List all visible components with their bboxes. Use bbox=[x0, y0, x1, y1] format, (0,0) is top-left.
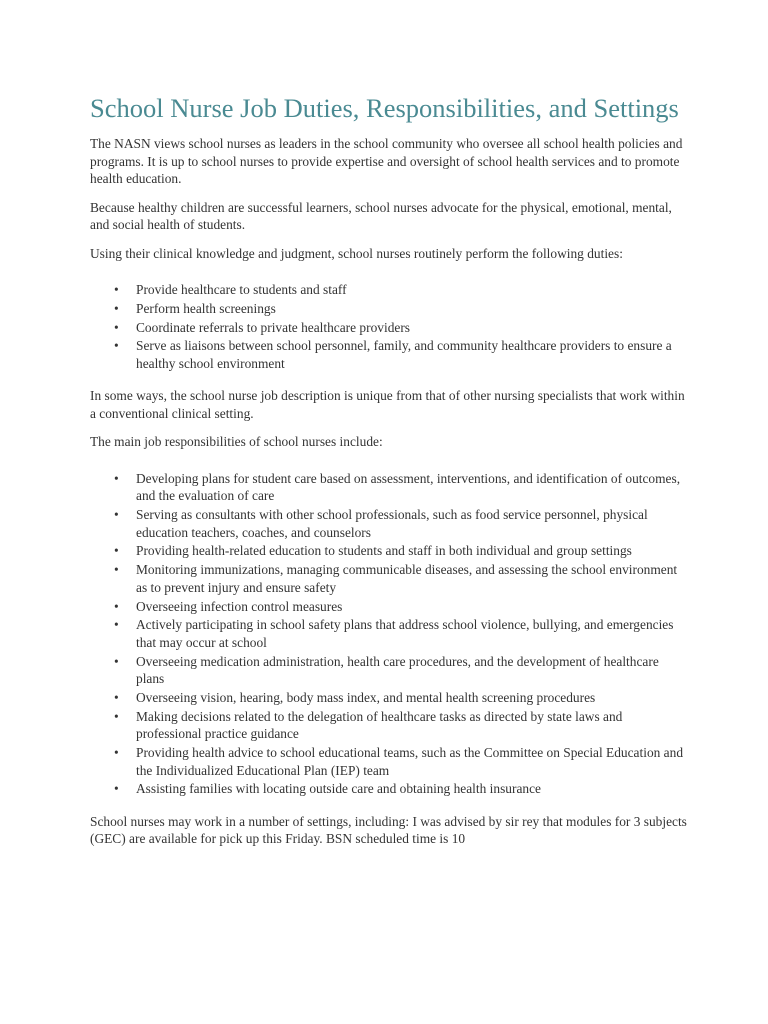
bullet-icon: • bbox=[114, 562, 119, 578]
bullet-icon: • bbox=[114, 507, 119, 523]
bullet-icon: • bbox=[114, 470, 119, 486]
document-page bbox=[90, 92, 690, 859]
list-item bbox=[90, 780, 690, 798]
list-item-text: Overseeing medication administration, health care procedures, and the development of healthcare plans bbox=[136, 653, 659, 687]
list-item-text: Providing health advice to school educational teams, such as the Committee on Special Education and the Individualized Educational Plan (IEP) team bbox=[136, 745, 684, 778]
list-item bbox=[90, 337, 690, 372]
list-item-text: Serve as liaisons between school personnel, family, and community healthcare providers to ensure a healthy school environment bbox=[136, 338, 672, 371]
bullet-icon: • bbox=[114, 282, 119, 297]
list-item bbox=[90, 561, 690, 596]
list-item bbox=[90, 744, 690, 779]
list-item-text: Perform health screenings bbox=[136, 300, 276, 316]
list-item-text: Assisting families with locating outside care and obtaining health insurance bbox=[136, 781, 541, 797]
intro-paragraph-1: The NASN views school nurses as leaders in the school community who oversee all school health policies and programs. It is up to school nurses to provide expertise and oversight of school health services and to promote health education. bbox=[90, 136, 683, 186]
list-item-text: Coordinate referrals to private healthcare providers bbox=[136, 319, 411, 335]
middle-paragraph-1: In some ways, the school nurse job description is unique from that of other nursing specialists that work within a conventional clinical setting. bbox=[90, 388, 685, 421]
list-item bbox=[90, 708, 690, 743]
bullet-icon: • bbox=[114, 653, 119, 669]
intro-paragraph-2: Because healthy children are successful learners, school nurses advocate for the physical, emotional, mental, and social health of students. bbox=[90, 199, 672, 232]
bullet-icon: • bbox=[114, 708, 119, 724]
list-item bbox=[90, 542, 690, 560]
list-item-text: Providing health-related education to students and staff in both individual and group settings bbox=[136, 543, 632, 559]
list-item bbox=[90, 598, 690, 616]
bullet-icon: • bbox=[114, 745, 119, 761]
closing-paragraph: School nurses may work in a number of settings, including: I was advised by sir rey that modules for 3 subjects (GEC) are available for pick up this Friday. BSN scheduled time is 10 bbox=[90, 813, 687, 847]
list-item-text: Serving as consultants with other school professionals, such as food service personnel, physical education teachers, coaches, and counselors bbox=[136, 507, 648, 540]
bullet-icon: • bbox=[114, 319, 119, 335]
bullet-icon: • bbox=[114, 300, 119, 316]
responsibilities-list bbox=[90, 462, 690, 798]
list-item-text: Monitoring immunizations, managing communicable diseases, and assessing the school environment as to prevent injury and ensure safety bbox=[136, 562, 678, 595]
bullet-icon: • bbox=[114, 338, 119, 354]
duties-list bbox=[90, 273, 690, 372]
middle-paragraph-2: The main job responsibilities of school nurses include: bbox=[90, 434, 383, 450]
list-item-text: Overseeing infection control measures bbox=[136, 598, 343, 614]
list-item bbox=[90, 506, 690, 541]
list-item bbox=[90, 300, 690, 318]
list-item-text: Overseeing vision, hearing, body mass index, and mental health screening procedures bbox=[136, 689, 596, 705]
bullet-icon: • bbox=[114, 781, 119, 797]
list-item bbox=[90, 616, 690, 651]
list-item-text: Making decisions related to the delegation of healthcare tasks as directed by state laws and professional practice guidance bbox=[136, 708, 623, 742]
page-title: School Nurse Job Duties, Responsibilities, and Settings bbox=[90, 93, 679, 123]
list-item bbox=[90, 470, 690, 505]
list-item-text: Developing plans for student care based on assessment, interventions, and identification of outcomes, and the evaluation of care bbox=[136, 470, 681, 504]
list-item bbox=[90, 689, 690, 707]
list-item bbox=[90, 653, 690, 688]
bullet-icon: • bbox=[114, 689, 119, 705]
list-item-text: Actively participating in school safety plans that address school violence, bullying, and emergencies that may occur at school bbox=[136, 617, 674, 650]
list-item bbox=[90, 281, 690, 299]
bullet-icon: • bbox=[114, 598, 119, 614]
list-item bbox=[90, 319, 690, 337]
intro-paragraph-3: Using their clinical knowledge and judgment, school nurses routinely perform the following duties: bbox=[90, 245, 623, 261]
bullet-icon: • bbox=[114, 617, 119, 633]
list-item-text: Provide healthcare to students and staff bbox=[136, 282, 347, 297]
bullet-icon: • bbox=[114, 543, 119, 559]
